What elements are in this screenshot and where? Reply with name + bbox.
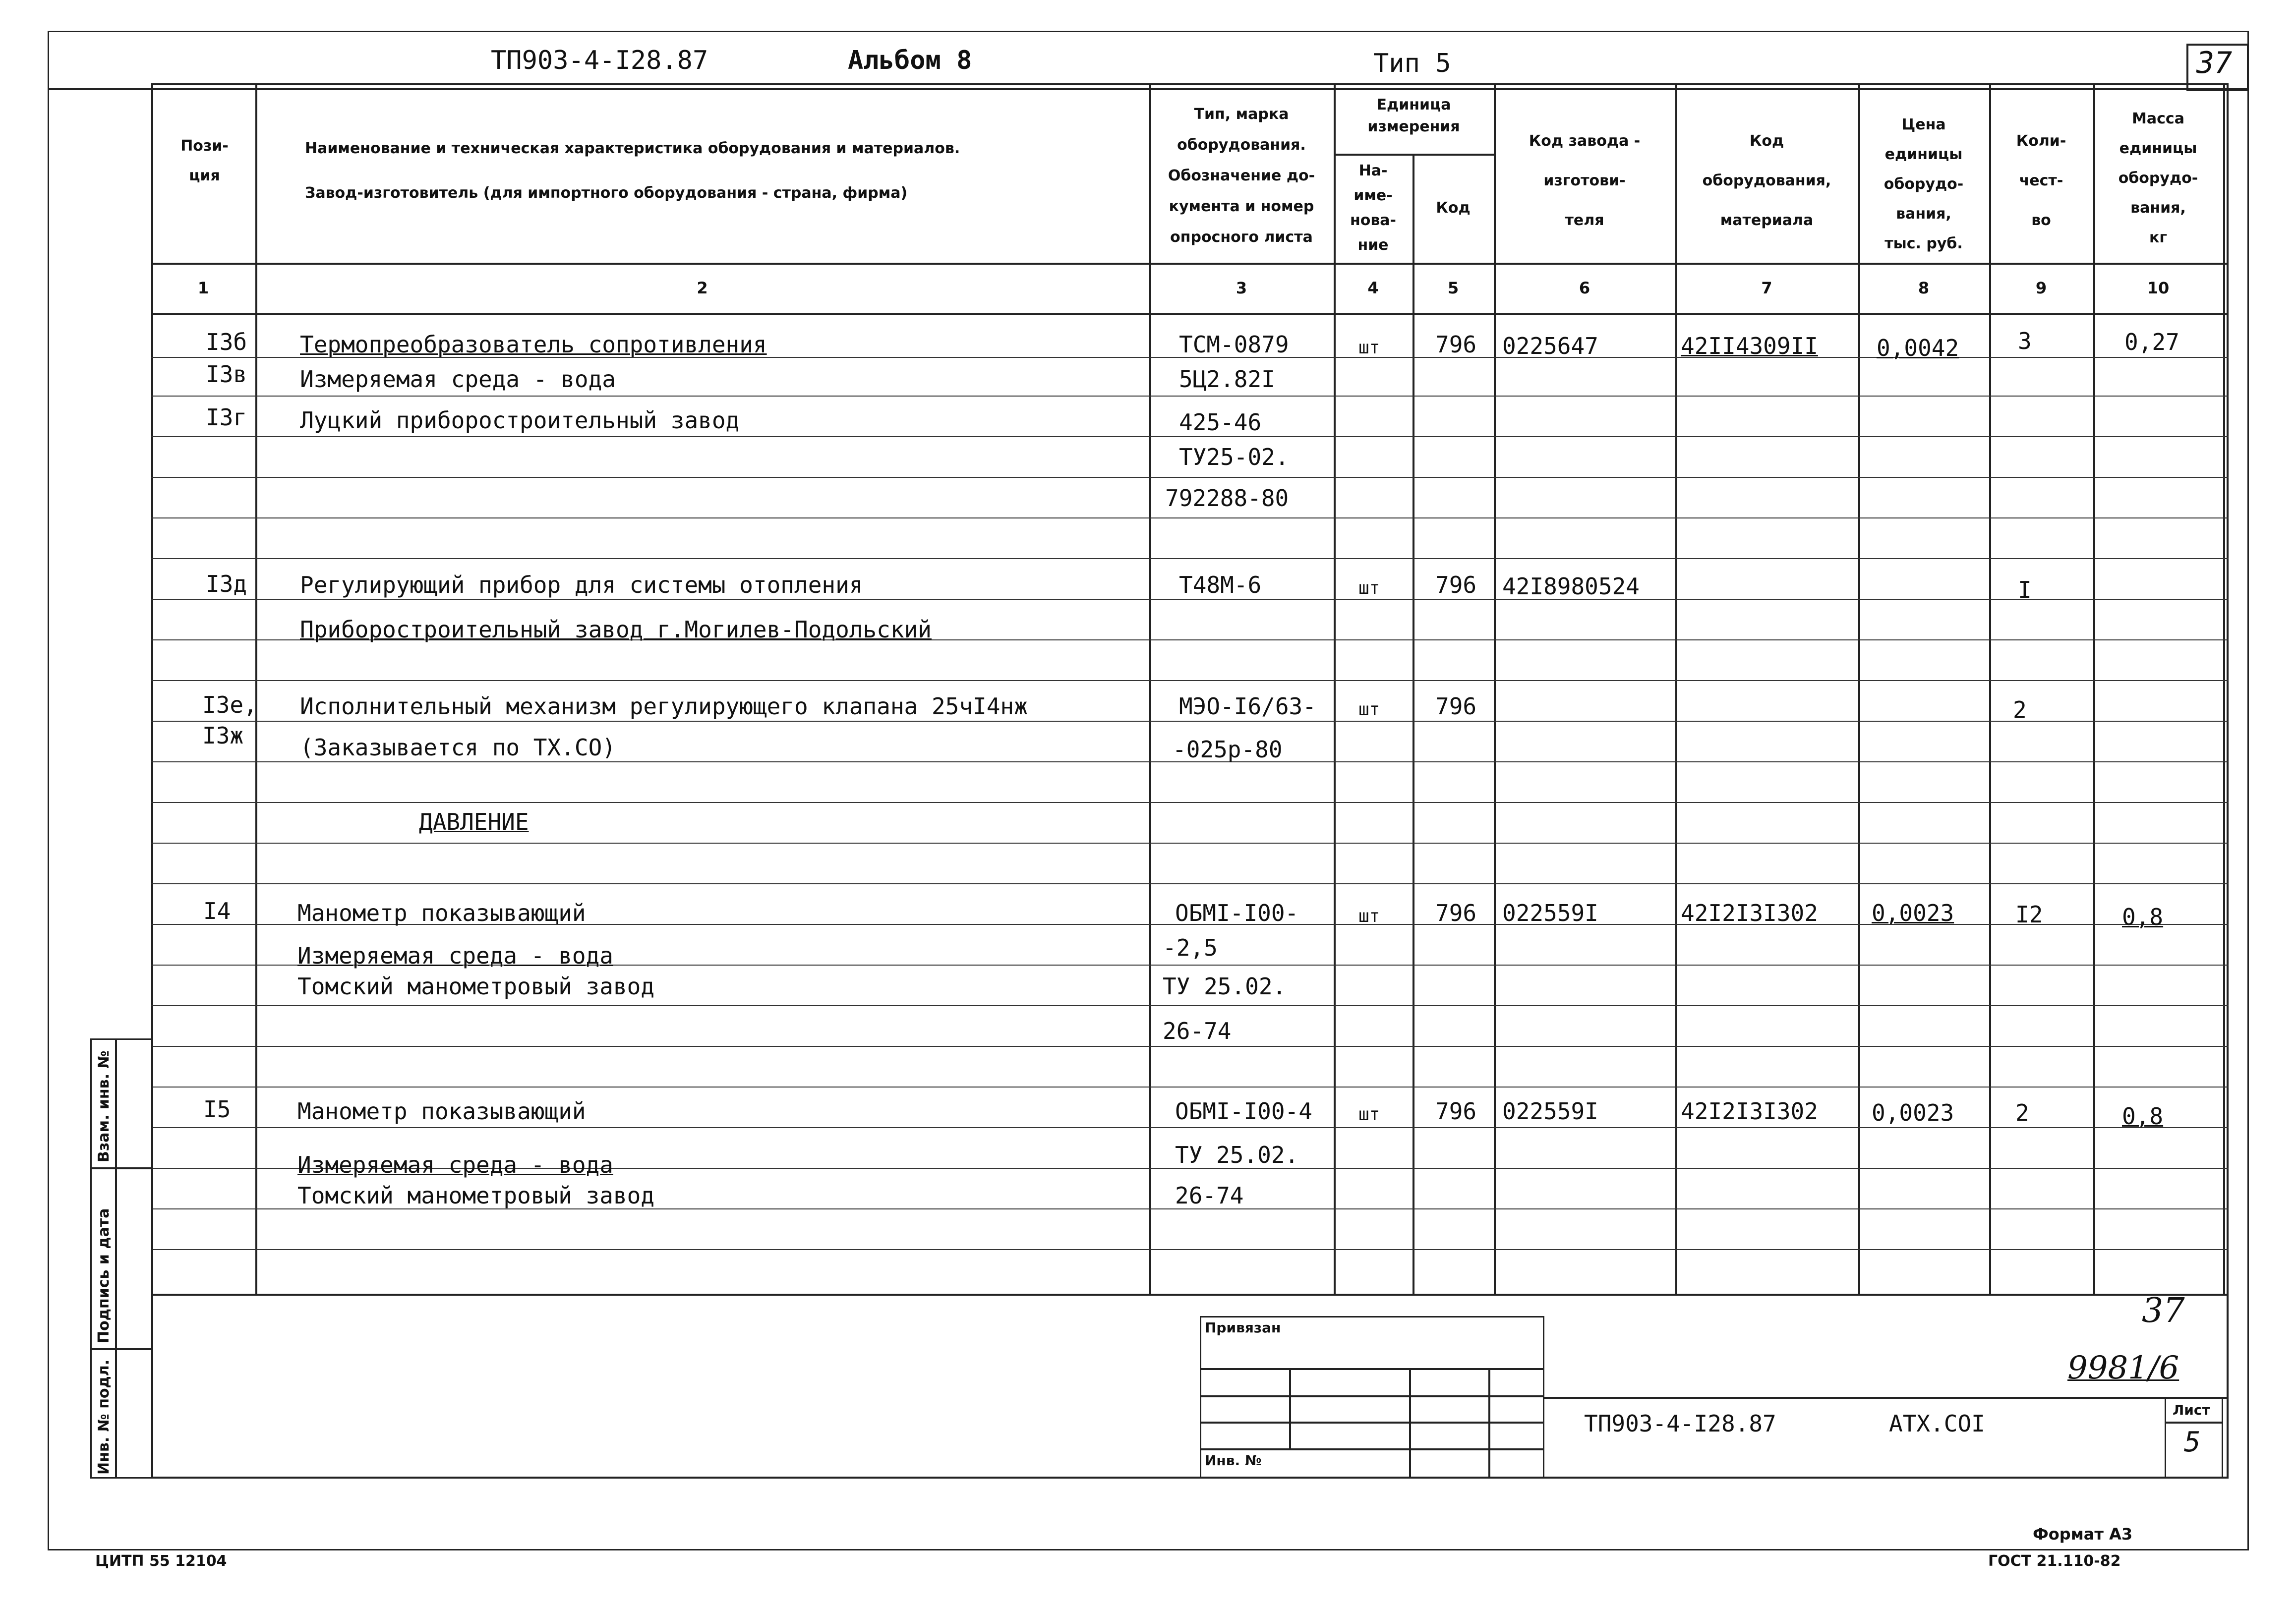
- row-name: Измеряемая среда - вода: [297, 942, 613, 969]
- row-name: Измеряемая среда - вода: [300, 366, 616, 393]
- row-type: ТСМ-0879: [1179, 331, 1289, 358]
- album-label: Альбом 8: [848, 46, 972, 75]
- col-number: 1: [197, 279, 209, 297]
- col-number: 4: [1367, 279, 1379, 297]
- row-qty: I2: [2015, 901, 2043, 928]
- row-mass: 0,27: [2124, 329, 2179, 355]
- stamp-doc-code: ТП903-4-I28.87: [1584, 1410, 1776, 1437]
- row-pos: I3ж: [202, 722, 244, 749]
- footer-gost: ГОСТ 21.110-82: [1988, 1552, 2121, 1570]
- side-label-vzam: Взам. инв. №: [95, 1050, 113, 1162]
- row-mass: 0,8: [2122, 904, 2164, 930]
- row-type: ТУ 25.02.: [1163, 973, 1287, 1000]
- row-type: 425-46: [1179, 409, 1262, 436]
- row-pos: I4: [203, 898, 231, 924]
- row-name: Томский манометровый завод: [297, 973, 655, 1000]
- handwritten-code: 9981/6: [2067, 1350, 2179, 1386]
- row-factory-code: 0225647: [1502, 333, 1598, 359]
- row-unit: шт: [1358, 338, 1380, 358]
- row-type: МЭО-I6/63-: [1179, 693, 1316, 720]
- header-factory-code: Код завода - изготови- теля: [1529, 132, 1641, 229]
- inv-no-label: Инв. №: [1205, 1452, 1262, 1469]
- row-name: (Заказывается по ТХ.СО): [300, 734, 616, 761]
- col-number: 3: [1236, 279, 1247, 297]
- row-unit: шт: [1358, 699, 1380, 720]
- row-name: Термопреобразователь сопротивления: [300, 331, 767, 358]
- doc-code-top: ТП903-4-I28.87: [491, 46, 708, 75]
- row-equip-code: 42II4309II: [1681, 333, 1818, 359]
- row-name: Манометр показывающий: [297, 900, 586, 926]
- row-name: Измеряемая среда - вода: [297, 1151, 613, 1178]
- row-unit-code: 796: [1435, 900, 1477, 926]
- row-type: 26-74: [1175, 1182, 1244, 1209]
- row-type: ТУ 25.02.: [1175, 1142, 1299, 1168]
- row-price: 0,0023: [1872, 1099, 1954, 1126]
- row-pos: I3г: [206, 404, 247, 431]
- col-number: 10: [2147, 279, 2170, 297]
- header-unit-name: На- име- нова- ние: [1350, 162, 1397, 254]
- side-label-podpis: Подпись и дата: [95, 1208, 113, 1343]
- header-mass: Масса единицы оборудо- вания, кг: [2118, 110, 2198, 246]
- col-number: 8: [1918, 279, 1930, 297]
- header-unit-code: Код: [1436, 199, 1471, 217]
- row-factory-code: 42I8980524: [1502, 573, 1640, 600]
- row-qty: 2: [2013, 696, 2027, 723]
- row-type: ОБМI-I00-4: [1175, 1098, 1312, 1125]
- col-number: 9: [2035, 279, 2047, 297]
- row-type: Т48М-6: [1179, 572, 1262, 598]
- type-label: Тип 5: [1373, 49, 1451, 78]
- header-price: Цена единицы оборудо- вания, тыс. руб.: [1884, 116, 1964, 252]
- row-pos: I3б: [206, 329, 247, 355]
- row-unit-code: 796: [1435, 693, 1477, 720]
- col-number: 7: [1761, 279, 1772, 297]
- row-pos: I3д: [206, 571, 247, 597]
- row-qty: 3: [2018, 328, 2032, 354]
- row-unit: шт: [1358, 1104, 1380, 1125]
- row-pos: I3в: [206, 361, 247, 388]
- header-type: Тип, марка оборудования. Обозначение до- кумента и номер опросного листа: [1168, 106, 1315, 246]
- row-equip-code: 42I2I3I302: [1681, 1098, 1818, 1125]
- row-type: -025р-80: [1173, 736, 1283, 763]
- row-unit: шт: [1358, 906, 1380, 926]
- row-qty: I: [2018, 576, 2032, 603]
- row-type: -2,5: [1163, 934, 1218, 961]
- row-price: 0,0023: [1872, 900, 1954, 926]
- row-pos: I3е,: [202, 691, 257, 718]
- page-number: 37: [2196, 46, 2233, 80]
- row-equip-code: 42I2I3I302: [1681, 900, 1818, 926]
- footer-format: Формат А3: [2033, 1525, 2133, 1544]
- header-qty: Коли- чест- во: [2016, 132, 2066, 229]
- section-title-pressure: ДАВЛЕНИЕ: [419, 808, 529, 835]
- row-price: 0,0042: [1877, 335, 1959, 361]
- row-name: Приборостроительный завод г.Могилев-Подольский: [300, 616, 932, 643]
- row-type: 792288-80: [1165, 485, 1289, 512]
- header-unit: Единица измерения: [1367, 96, 1460, 135]
- row-name: Манометр показывающий: [297, 1098, 586, 1125]
- row-factory-code: 022559I: [1502, 1098, 1598, 1125]
- col-number: 2: [697, 279, 708, 297]
- footer-left: ЦИТП 55 12104: [95, 1552, 227, 1570]
- row-unit: шт: [1358, 578, 1380, 598]
- row-type: 26-74: [1163, 1018, 1232, 1044]
- sheet-label: Лист: [2173, 1402, 2210, 1418]
- handwritten-number: 37: [2142, 1291, 2185, 1330]
- stamp-mark: АТХ.СОI: [1889, 1410, 1985, 1437]
- row-name: Луцкий приборостроительный завод: [300, 407, 740, 434]
- row-name: Томский манометровый завод: [297, 1182, 655, 1209]
- row-type: ОБМI-I00-: [1175, 900, 1299, 926]
- row-name: Регулирующий прибор для системы отопления: [300, 572, 863, 598]
- privyazan-label: Привязан: [1205, 1319, 1281, 1336]
- row-factory-code: 022559I: [1502, 900, 1598, 926]
- row-unit-code: 796: [1435, 1098, 1477, 1125]
- row-type: 5Ц2.82I: [1179, 366, 1275, 393]
- row-unit-code: 796: [1435, 331, 1477, 358]
- row-type: ТУ25-02.: [1179, 444, 1289, 470]
- sheet-number: 5: [2184, 1426, 2201, 1458]
- row-name: Исполнительный механизм регулирующего клапана 25чI4нж: [300, 693, 1028, 720]
- header-equip-code: Код оборудования, материала: [1702, 132, 1831, 229]
- header-pos: Пози- ция: [180, 137, 229, 184]
- side-label-inv: Инв. № подл.: [95, 1359, 113, 1475]
- row-qty: 2: [2015, 1099, 2029, 1126]
- row-mass: 0,8: [2122, 1103, 2164, 1130]
- row-pos: I5: [203, 1096, 231, 1123]
- row-unit-code: 796: [1435, 572, 1477, 598]
- header-name: Наименование и техническая характеристика оборудования и материалов. Завод-изготовитель (для импортного оборудования - страна, фирма): [305, 140, 960, 202]
- col-number: 5: [1447, 279, 1459, 297]
- col-number: 6: [1579, 279, 1590, 297]
